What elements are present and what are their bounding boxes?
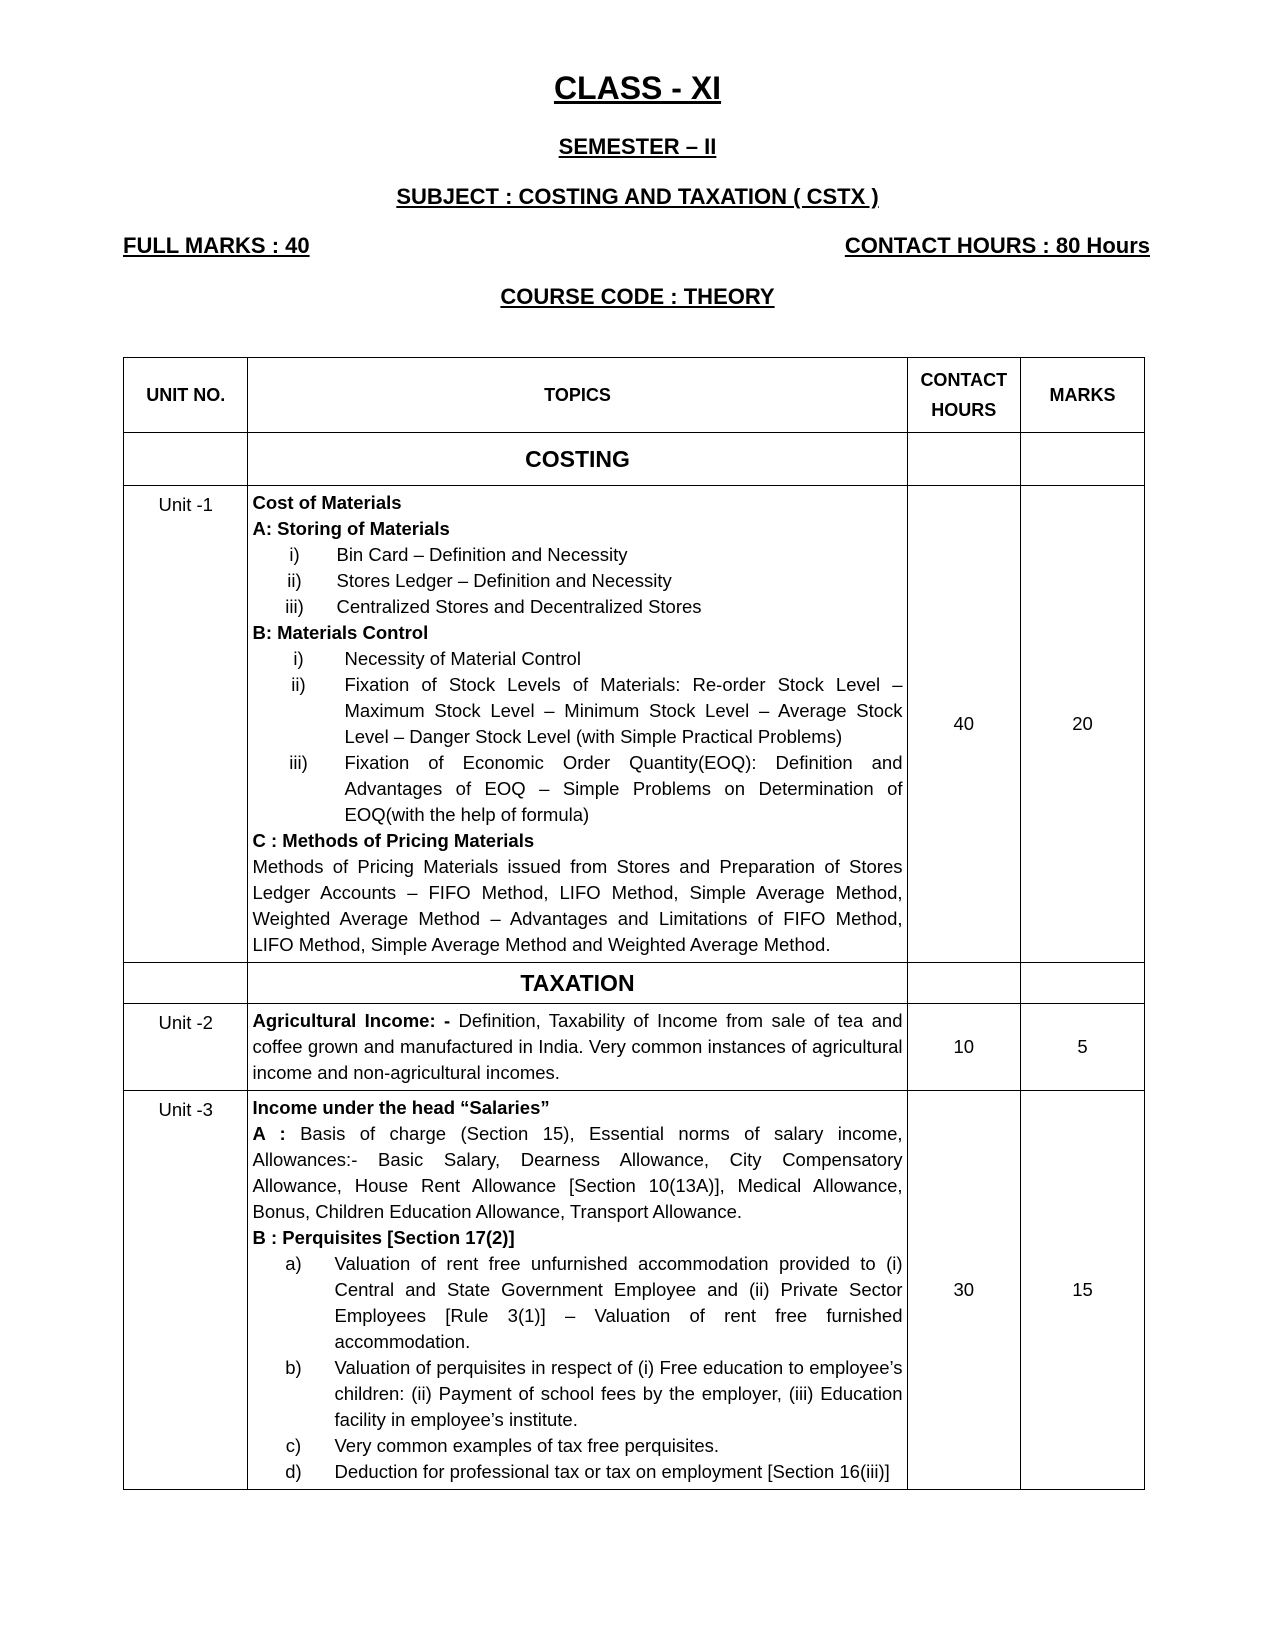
topic-title: Agricultural Income: - [252,1010,451,1031]
table-row [124,486,1145,963]
list-item: i) Bin Card – Definition and Necessity [289,544,628,565]
unit-topics [248,486,907,963]
col-topics-header: TOPICS [248,358,907,433]
subtopic-heading: C : Methods of Pricing Materials [252,830,535,851]
table-header-row [124,358,1145,433]
unit-number: Unit -1 [124,486,248,963]
contact-hours-value: 10 [907,1004,1021,1091]
list-item: ii) Fixation of Stock Levels of Materials: Re-order Stock Level – Maximum Stock Level – Minimum Stock Level – Average Stock Level – Danger Stock Level (with Simple Practical Problems) [291,674,903,747]
topic-title: Income under the head “Salaries” [252,1097,550,1118]
list-item: iii) Centralized Stores and Decentralized Stores [285,596,702,617]
list-item: a) Valuation of rent free unfurnished accommodation provided to (i) Central and State Government Employee and (ii) Private Sector Employees [Rule 3(1)] – Valuation of rent free furnished accommodation. [285,1253,903,1352]
topic-text: Basis of charge (Section 15), Essential norms of salary income, Allowances:- Basic Salary, Dearness Allowance, City Compensatory Allowance, House Rent Allowance [Section 10(13A)], Medical Allowance, Bonus, Children Education Allowance, Transport Allowance. [252,1123,903,1222]
subtopic-heading: B: Materials Control [252,622,429,643]
semester-heading: SEMESTER – II [558,134,717,159]
topic-text: Methods of Pricing Materials issued from Stores and Preparation of Stores Ledger Accounts – FIFO Method, LIFO Method, Simple Average Method, Weighted Average Method – Advantages and Limitations of FIFO Method, LIFO Method, Simple Average Method and Weighted Average Method. [252,856,903,955]
contact-hours: CONTACT HOURS : 80 Hours [844,233,1150,258]
course-code-heading: COURSE CODE : THEORY [500,284,775,309]
subtopic-heading: B : Perquisites [Section 17(2)] [252,1227,515,1248]
section-taxation: TAXATION [248,963,907,1004]
topic-title: Cost of Materials [252,492,402,513]
list-item: ii) Stores Ledger – Definition and Necessity [287,570,672,591]
marks-value: 15 [1021,1091,1145,1490]
topic-text: Definition, Taxability of Income from sale of tea and coffee grown and manufactured in India. Very common instances of agricultural income and non-agricultural incomes. [252,1010,903,1083]
col-marks-header: MARKS [1021,358,1145,433]
unit-number: Unit -2 [124,1004,248,1091]
col-hours-header: CONTACT HOURS [907,358,1021,433]
unit-topics [248,1091,907,1490]
marks-value: 20 [1021,486,1145,963]
subtopic-heading: A: Storing of Materials [252,518,450,539]
col-unit-header: UNIT NO. [124,358,248,433]
section-row-taxation [124,963,1145,1004]
full-marks: FULL MARKS : 40 [123,233,310,258]
unit-topics [248,1004,907,1091]
page-title: CLASS - XI [553,70,722,106]
unit-number: Unit -3 [124,1091,248,1490]
section-row-costing [124,433,1145,486]
marks-value: 5 [1021,1004,1145,1091]
subject-heading: SUBJECT : COSTING AND TAXATION ( CSTX ) [396,184,879,209]
table-row [124,1004,1145,1091]
list-item: b) Valuation of perquisites in respect of (i) Free education to employee’s children: (ii) Payment of school fees by the employer, (iii) Education facility in employee’s institute. [285,1357,903,1430]
list-item: i) Necessity of Material Control [293,648,581,669]
syllabus-table [123,357,1145,1490]
list-item: c) Very common examples of tax free perquisites. [285,1435,720,1456]
table-row [124,1091,1145,1490]
contact-hours-value: 40 [907,486,1021,963]
section-costing: COSTING [248,433,907,486]
subtopic-label: A : [252,1123,286,1144]
list-item: d) Deduction for professional tax or tax on employment [Section 16(iii)] [285,1461,890,1482]
contact-hours-value: 30 [907,1091,1021,1490]
list-item: iii) Fixation of Economic Order Quantity(EOQ): Definition and Advantages of EOQ – Simple Problems on Determination of EOQ(with the help of formula) [289,752,903,825]
